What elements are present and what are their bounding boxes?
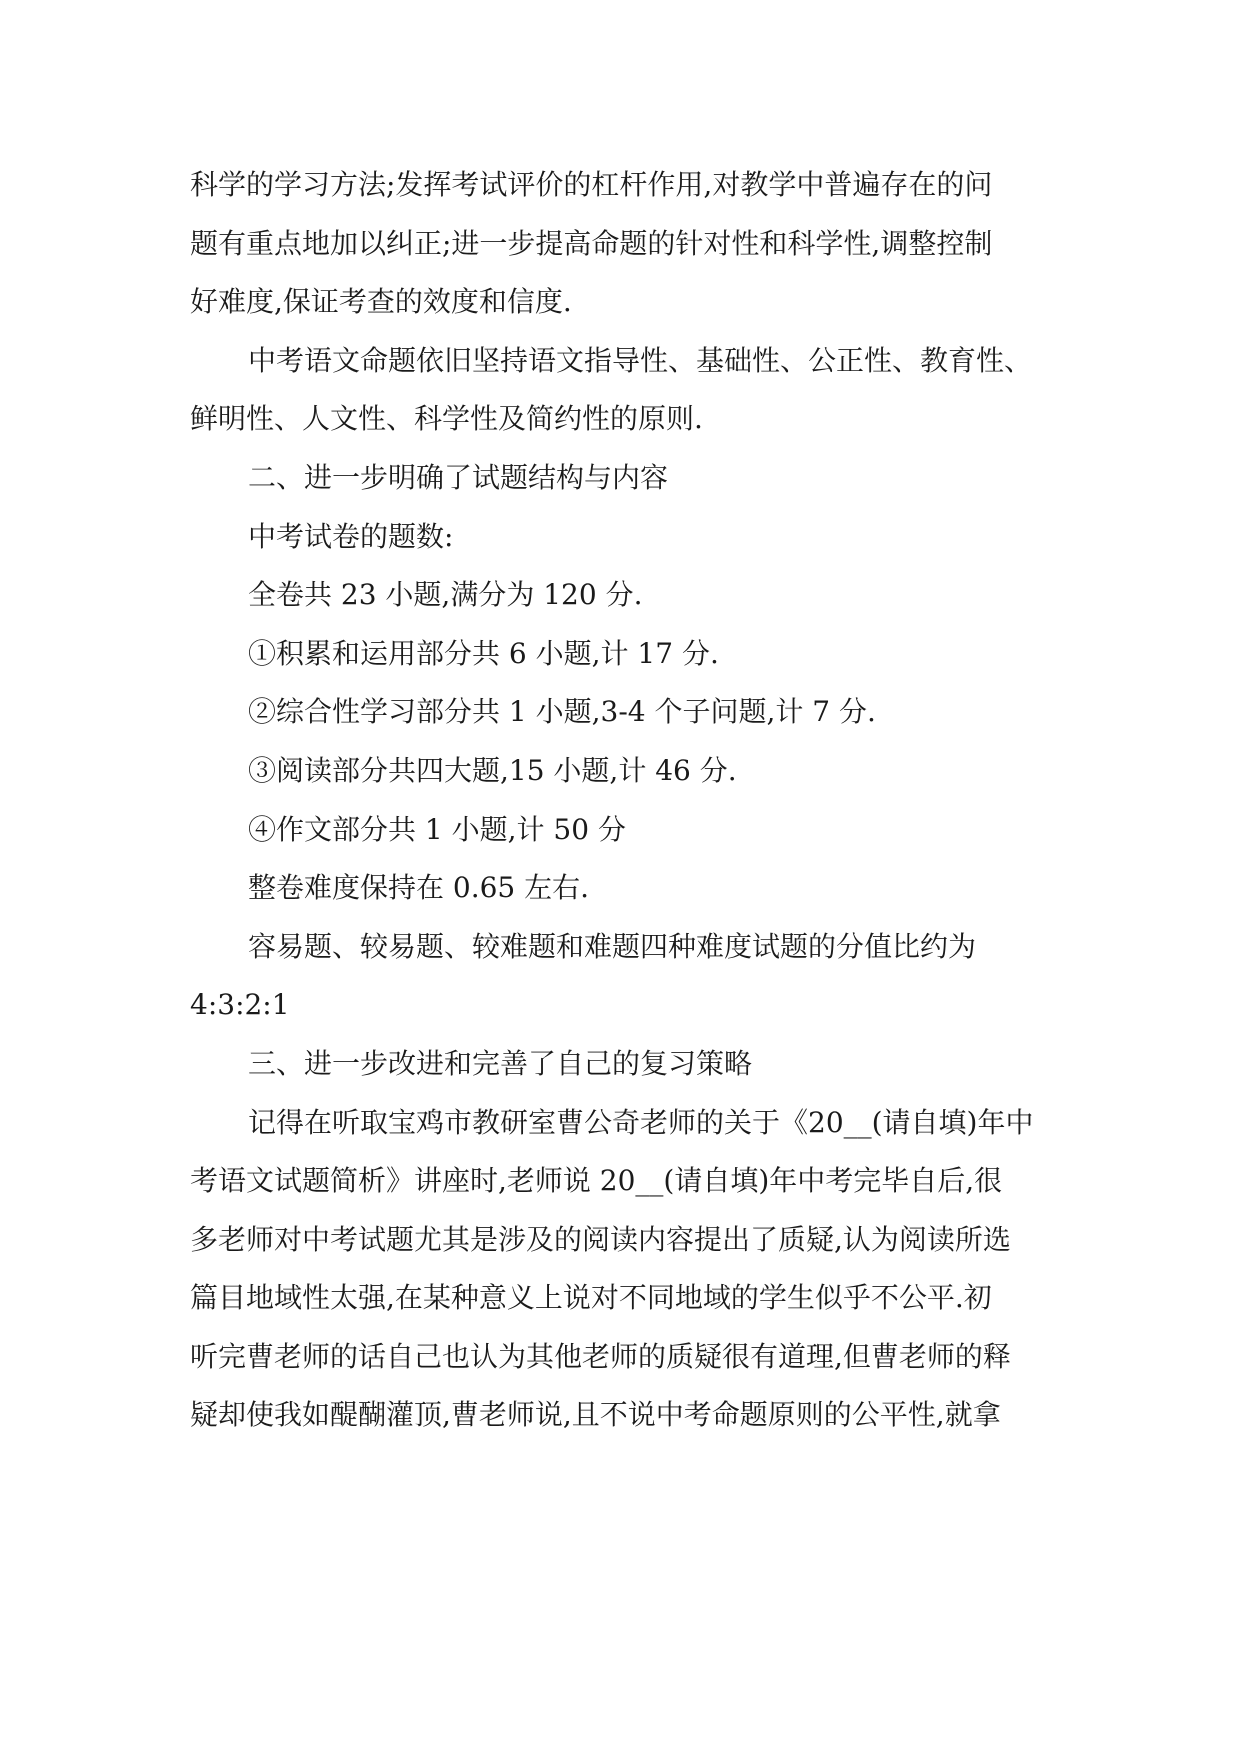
text-line: 4:3:2:1 [190,988,290,1022]
paragraph [190,566,1070,625]
text-line: 听完曹老师的话自己也认为其他老师的质疑很有道理,但曹老师的释 [190,1339,1011,1373]
text-line: 全卷共 23 小题,满分为 120 分. [248,578,643,612]
text-line: 容易题、较易题、较难题和难题四种难度试题的分值比约为 [248,929,977,963]
paragraph [190,683,1070,742]
text-line: ①积累和运用部分共 6 小题,计 17 分. [248,636,719,670]
text-line: 三、进一步改进和完善了自己的复习策略 [248,1046,753,1080]
paragraph [190,1035,1070,1094]
text-line: 题有重点地加以纠正;进一步提高命题的针对性和科学性,调整控制 [190,226,993,260]
paragraph [190,625,1070,684]
paragraph [190,508,1070,567]
text-line: 中考语文命题依旧坚持语文指导性、基础性、公正性、教育性、 [248,343,1033,377]
paragraph [190,801,1070,860]
document-body [190,156,1070,1445]
paragraph [190,156,1070,332]
paragraph [190,1094,1070,1446]
paragraph [190,449,1070,508]
text-line: 科学的学习方法;发挥考试评价的杠杆作用,对教学中普遍存在的问 [190,168,993,201]
text-line: ②综合性学习部分共 1 小题,3-4 个子问题,计 7 分. [248,695,876,729]
paragraph [190,918,1070,1035]
text-line: 好难度,保证考查的效度和信度. [190,285,572,319]
text-line: ④作文部分共 1 小题,计 50 分 [248,812,626,846]
text-line: 二、进一步明确了试题结构与内容 [248,460,669,494]
paragraph [190,742,1070,801]
paragraph [190,859,1070,918]
paragraph [190,332,1070,449]
text-line: 考语文试题简析》讲座时,老师说 20__(请自填)年中考完毕自后,很 [190,1164,1003,1198]
text-line: 篇目地域性太强,在某种意义上说对不同地域的学生似乎不公平.初 [190,1281,992,1315]
text-line: 多老师对中考试题尤其是涉及的阅读内容提出了质疑,认为阅读所选 [190,1222,1011,1256]
text-line: 中考试卷的题数: [248,519,454,553]
text-line: 整卷难度保持在 0.65 左右. [248,871,590,905]
text-line: ③阅读部分共四大题,15 小题,计 46 分. [248,753,737,787]
text-line: 鲜明性、人文性、科学性及简约性的原则. [190,402,703,436]
text-line: 记得在听取宝鸡市教研室曹公奇老师的关于《20__(请自填)年中 [248,1105,1034,1139]
text-line: 疑却使我如醍醐灌顶,曹老师说,且不说中考命题原则的公平性,就拿 [190,1398,1001,1432]
